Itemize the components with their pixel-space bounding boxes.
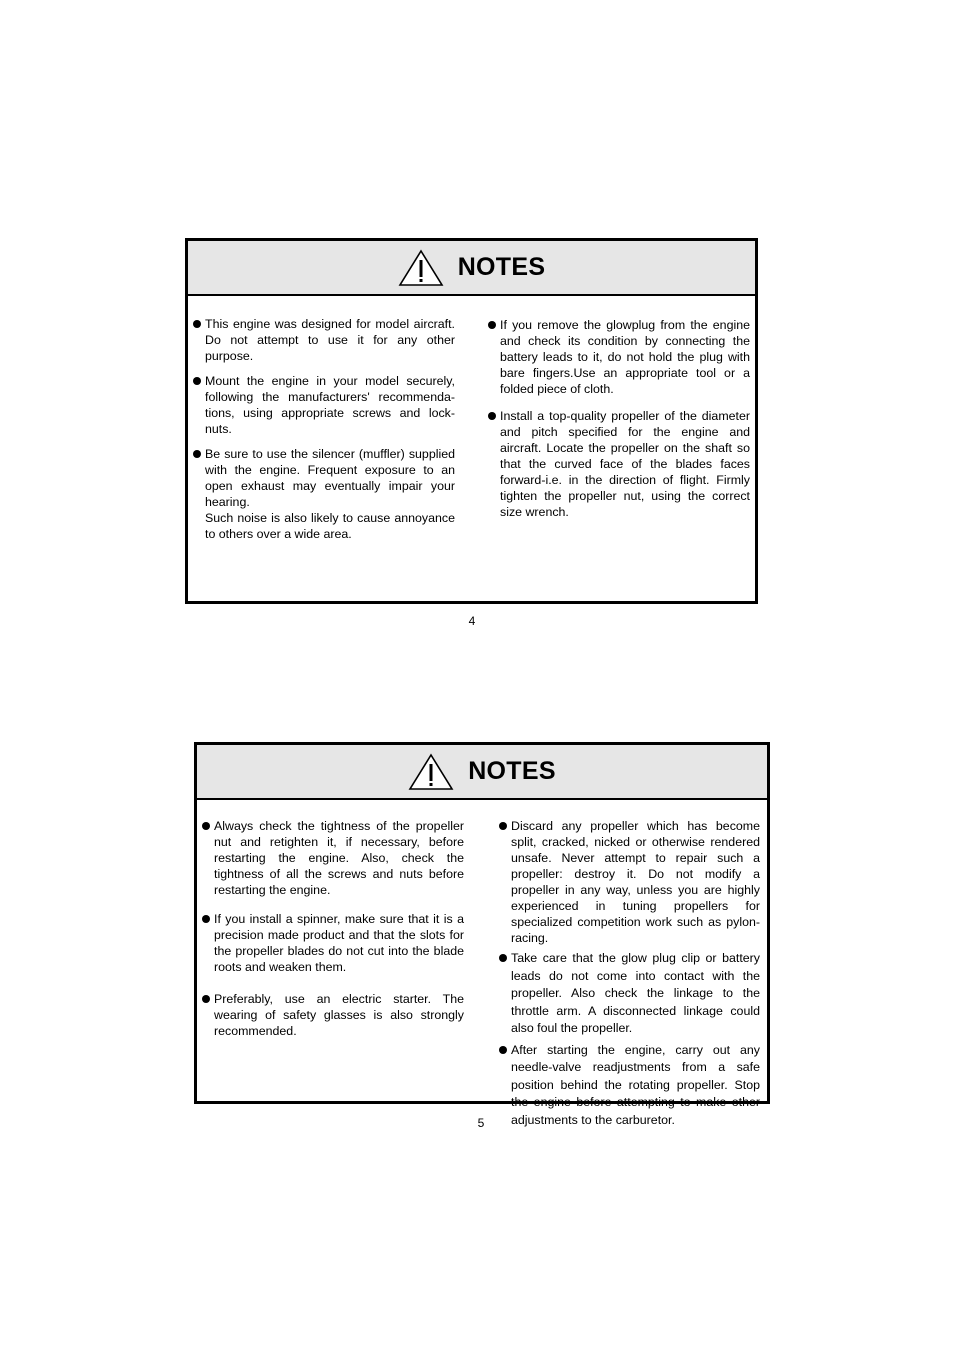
note-item [499,818,760,946]
right-column [488,307,750,520]
note-text: Discard any propeller which has become split, cracked, nicked or otherwise rendered unsafe. Never attempt to repair such a propeller: destroy it. Do not modify a propeller in any way, unless you are highly experienced in tuning propellers for specialized competition work such as pylon-racing. [511,819,760,945]
note-item [193,373,455,437]
note-text: Preferably, use an electric starter. The wearing of safety glasses is also strongly recommended. [214,992,464,1038]
note-text: Install a top-quality propeller of the diameter and pitch specified for the engine and aircraft. Locate the propeller on the shaft so that the curved face of the blades faces forward-i.e. in the direction of flight. Firmly tighten the propeller nut, using the correct size wrench. [500,409,750,519]
notes-title: NOTES [468,757,556,785]
notes-header [197,745,767,800]
bullet-icon [499,954,507,962]
note-text: Take care that the glow plug clip or battery leads do not come into contact with the propeller. Also check the linkage to the throttle arm. A disconnected linkage could also foul the propeller. [511,951,760,1035]
note-item [499,1042,760,1130]
note-item [202,911,464,975]
bullet-icon [488,412,496,420]
note-item [202,818,464,898]
bullet-icon [202,995,210,1003]
bullet-icon [499,1046,507,1054]
bullet-icon [193,377,201,385]
bullet-icon [202,822,210,830]
notes-title: NOTES [457,253,546,281]
notes-box-page-4 [185,238,758,604]
warning-triangle-icon [398,249,444,287]
page-number: 5 [477,1116,485,1130]
note-text: If you remove the glowplug from the engine and check its condition by connecting the battery leads to it, do not hold the plug with bare fingers.Use an appropriate tool or a folded piece of cloth. [500,318,750,396]
right-column [499,808,760,1129]
note-item [193,446,455,542]
note-text: This engine was designed for model aircraft. Do not attempt to use it for any other purpose. [205,317,455,363]
left-column [202,808,464,1039]
note-text: Such noise is also likely to cause annoyance to others over a wide area. [205,511,455,541]
note-text: Always check the tightness of the propeller nut and retighten it, if necessary, before restarting the engine. Also, check the tightness of all the screws and nuts before restarting the engine. [214,819,464,897]
bullet-icon [193,450,201,458]
note-text: Mount the engine in your model securely, following the manufacturers' recommenda-tions, using appropriate screws and lock-nuts. [205,374,455,436]
notes-box-page-5 [194,742,770,1127]
bullet-icon [193,320,201,328]
bullet-icon [488,321,496,329]
note-text: Be sure to use the silencer (muffler) supplied with the engine. Frequent exposure to an open exhaust may eventually impair your hearing. [205,447,455,509]
note-item [488,408,750,520]
note-text: If you install a spinner, make sure that it is a precision made product and that the slots for the propeller blades do not cut into the blade roots and weaken them. [214,912,464,974]
bullet-icon [202,915,210,923]
bullet-icon [499,822,507,830]
note-item [193,316,455,364]
note-item [488,317,750,397]
warning-triangle-icon [408,753,454,791]
notes-header [188,241,755,296]
note-text: After starting the engine, carry out any needle-valve readjustments from a safe position behind the rotating propeller. Stop the engine before attempting to make other adjustments to the carburetor. [511,1042,760,1127]
page-number: 4 [468,614,476,628]
note-item [202,991,464,1039]
left-column [193,306,455,542]
note-item [499,950,760,1038]
